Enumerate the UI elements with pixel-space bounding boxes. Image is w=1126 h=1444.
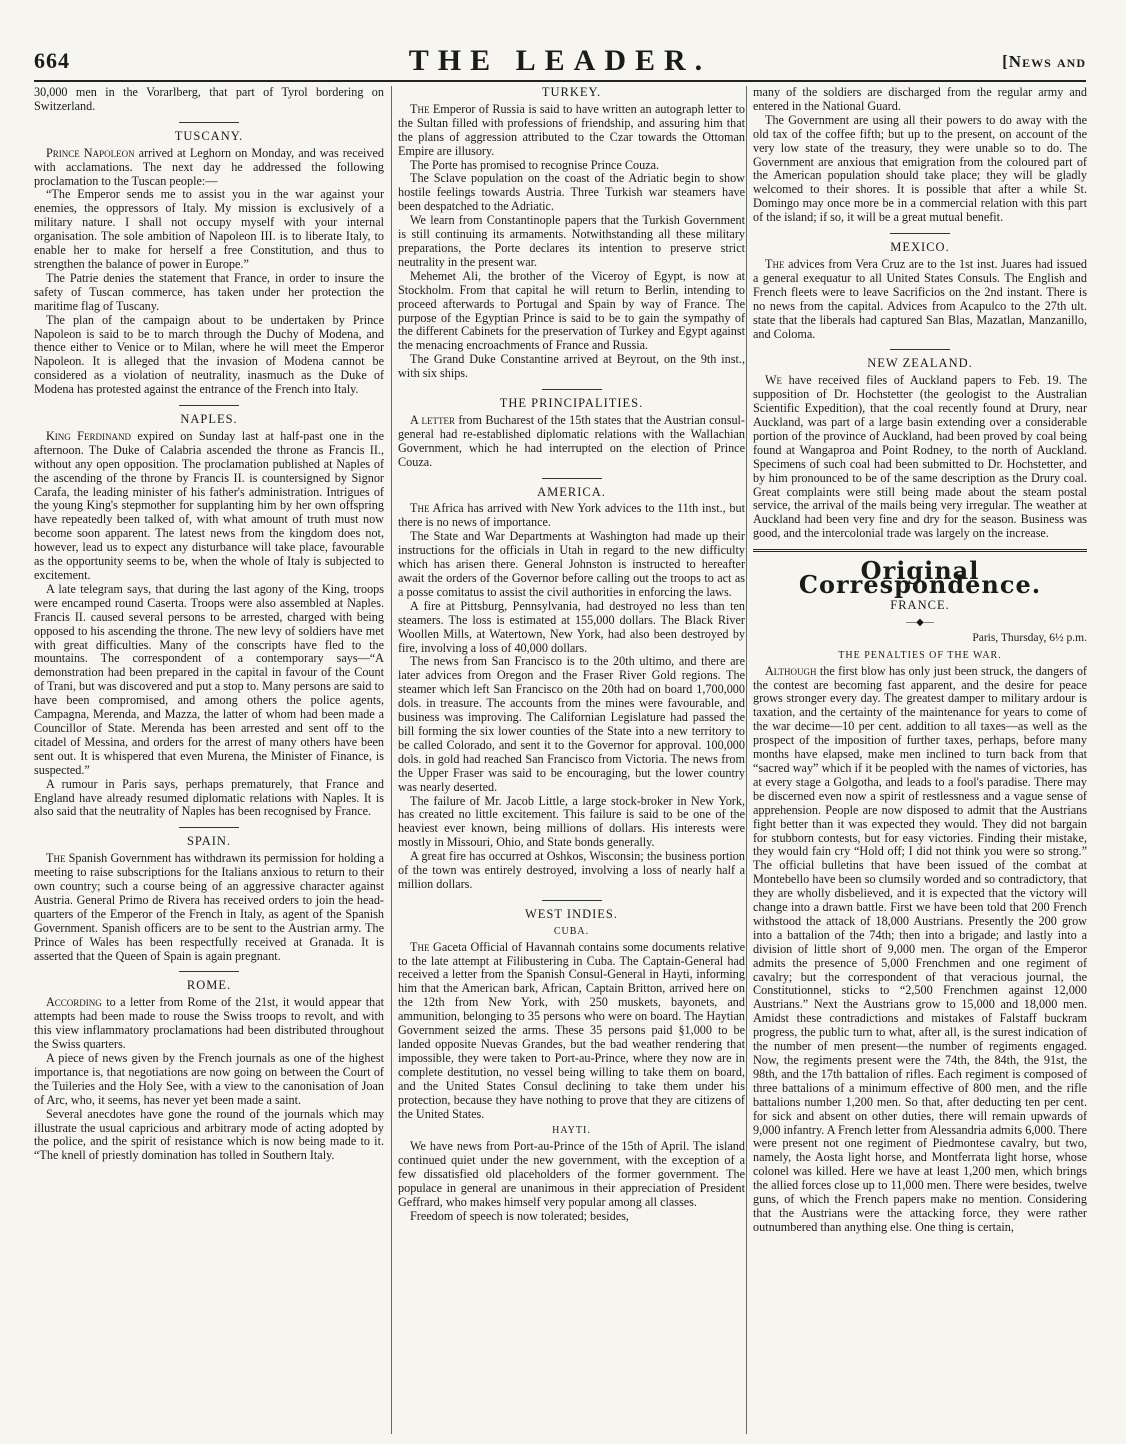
section-heading-principalities: THE PRINCIPALITIES. xyxy=(499,396,644,411)
paragraph: The Government are using all their powers to do away with the old tax of the coffee fifth; but up to the present, on account of the very low state of the treasury, they were unable so to do. The Government are anxious that emigration from the coloured part of the American population should take place; they will be gladly welcomed to their shores. It is possible that after a while St. Domingo may once more be in a commercial relation with this part of the island; if so, it will be a great mutual benefit. xyxy=(753,112,1087,225)
section-heading-naples: NAPLES. xyxy=(180,412,238,427)
section-rule xyxy=(179,971,239,972)
paragraph-text: Gaceta Official of Havannah contains some documents relative to the late attempt at Filibustering in Cuba. The Captain-General had received a letter from the Spanish Consul-General in Hayti, informing him that the American bark, African, Captain Britton, arrived here on the 12th from New York, with 250 muskets, bayonets, and ammunition, belonging to 35 persons who were on board. The Haytian Government seized the arms. These 35 persons paid §1,000 to be landed opposite Nuevas Grandes, but the bad weather rendering that impossible, they were taken to Port-au-Prince, where they now are in complete destitution, no vessel being willing to take them on board, and the United States Consul declining to take them under his protection, because they have nothing to prove that they are citizens of the United States. xyxy=(398,939,745,1121)
lead-in: The xyxy=(765,256,785,271)
paragraph-text: Emperor of Russia is said to have written an autograph letter to the Sultan filled with professions of friendship, and assuring him that the plans of aggression attributed to the Czar towards the Ottoman Empire are illusory. xyxy=(398,101,745,158)
article-continuation: many of the soldiers are discharged from the regular army and entered in the National Guard. xyxy=(753,86,1087,113)
section-rule xyxy=(890,349,950,350)
section-heading-new-zealand: NEW ZEALAND. xyxy=(867,356,973,371)
lead-in: The xyxy=(410,101,430,116)
lead-in: According xyxy=(46,995,102,1010)
paragraph: The Porte has promised to recognise Prince Couza. xyxy=(410,157,660,172)
paragraph: A great fire has occurred at Oshkos, Wisconsin; the business portion of the town was entirely destroyed, involving a loss of nearly half a million dollars. xyxy=(398,849,745,891)
section-heading-turkey: TURKEY. xyxy=(541,86,602,99)
lead-in: Although xyxy=(765,663,817,678)
paragraph: The State and War Departments at Washington had made up their instructions for the officials in Utah in regard to the new difficulty which has arisen there. General Johnston is instructed to hereafter await the orders of the Governor before calling out the troops to act as a posse comitatus to assist the civil authorities in enforcing the laws. xyxy=(398,529,745,599)
section-heading-tuscany: TUSCANY. xyxy=(174,128,244,143)
section-rule xyxy=(179,122,239,123)
lead-in: Prince Napoleon xyxy=(46,145,135,160)
masthead xyxy=(34,40,1086,82)
section-rule xyxy=(542,900,602,901)
paragraph xyxy=(398,502,745,530)
paragraph: Mehemet Ali, the brother of the Viceroy of Egypt, is now at Stockholm. From that capital he will return to Berlin, intending to proceed afterwards to Portugal and Spain by way of France. The purpose of the Egyptian Prince is said to be to gain the sympathy of the different Cabinets for the preservation of Turkey and Egypt against the menacing encroachments of France and Russia. xyxy=(398,268,745,353)
paragraph xyxy=(34,430,384,583)
paragraph xyxy=(753,374,1087,541)
paragraph xyxy=(753,258,1087,341)
paragraph-text: the first blow has only just been struck, the dangers of the contest are becoming fast apparent, and the desire for peace grows stronger every day. The greatest damper to military ardour is taxation, and the certainty of the maintenance for years to come of the war decime—10 per cent. addition to all taxes—as well as the prospect of the imposition of further taxes, perhaps, before many months have elapsed, make men inclined to turn back from that “sacred way” which if it be peopled with the names of victories, has at every stage a Golgotha, and leads to a fool's paradise. There may be discerned even now a spirit of restlessness and a vague sense of apprehension. People are now disposed to admit that the Austrians fight better than it was expected they would. They did not bargain for stubborn contests, but for easy victories. Finding their mistake, they would fain cry “Hold off; I did not think you were so strong.” The official bulletins that have been issued of the combat at Montebello have been so clumsily worded and so contradictory, that they are wholly disbelieved, and it is expected that the victory will change into a drawn battle. First we have been told that 200 French withstood the attack of 18,000 Austrians. Presently the 200 grow into a battalion of the 74th; then into a brigade; and lastly into a division of little short of 9,000 men. The organ of the Emperor admits the presence of 5,000 Frenchmen and one regiment of cavalry; but the correspondent of that veracious journal, the Constitutionnel, sticks to “2,500 Frenchmen against 12,000 Austrians.” Next the Austrians grow to 15,000 and 18,000 men. Amidst these contradictions and mistakes of Falstaff buckram progress, the public turn to what, after all, is the surest indication of the number of men present—the number of regiments engaged. Now, the regiments present were the 74th, the 84th, the 91st, the 98th, and the 17th battalion of rifles. Each regiment is composed of three battalions of a minimum effective of 800 men, and the rifle battalions number 1,200 men. So that, after deducting ten per cent. for sick and absent on other duties, there will remain upwards of 9,000 infantry. A French letter from Alessandria admits 6,000. There were present not one regiment of Piedmontese cavalry, but two, namely, the Aosta light horse, and Montferrata light horse, whose colonel was killed. Here we have at least 1,200 men, which brings the allied forces close up to 11,000 men. There were besides, twelve guns, of which the French papers make no mention. Considering that the Austrians were the attacking force, they were rather outnumbered than anything else. One thing is certain, xyxy=(753,663,1087,1234)
section-rule xyxy=(542,478,602,479)
lead-in: A letter xyxy=(410,412,455,427)
paragraph-text: to a letter from Rome of the 21st, it would appear that attempts had been made to rouse the Swiss troops to revolt, and with this view inflammatory proclamations had been distributed throughout the Swiss quarters. xyxy=(34,995,384,1052)
column-3 xyxy=(746,86,1087,1434)
paragraph: The Sclave population on the coast of the Adriatic begin to show hostile feelings towards Austria. Three Turkish war steamers have been despatched to the Adriatic. xyxy=(398,171,745,214)
paragraph: The Patrie denies the statement that France, in order to insure the safety of Tuscan commerce, has taken under her protection the maritime flag of Tuscany. xyxy=(34,270,384,313)
paragraph: The news from San Francisco is to the 20th ultimo, and there are later advices from Oregon and the Fraser River Gold regions. The steamer which left San Francisco on the 20th had on board 1,700,000 dols. in treasure. The accounts from the mines were favourable, and business was improving. The Californian Legislature had passed the bill forming the six lower counties of the State into a new territory to be called Colorado, and sent it to the Governor for approval. 100,000 dols. in gold had reached San Francisco from Victoria. The news from the Upper Fraser was said to be encouraging, but the lower country was nearly deserted. xyxy=(398,654,745,794)
paragraph-text: expired on Sunday last at half-past one in the afternoon. The Duke of Calabria ascended the throne as Francis II., without any open opposition. The proclamation published at Naples of the ascending of the throne by Francis II. is countersigned by Signor Carafa, the leading minister of his father's administration. Intrigues of the young King's stepmother for supplanting him by her own offspring have repeatedly been talked of, with what amount of truth must now become soon apparent. The latest news from the kingdom does not, however, lead us to expect any disturbance will take place, favourable as the opportunity seems to be, when the whole of Italy is subjected to excitement. xyxy=(34,428,384,582)
double-rule xyxy=(753,549,1087,552)
section-rule xyxy=(179,405,239,406)
section-rule xyxy=(542,389,602,390)
running-head: [News and xyxy=(1002,52,1086,71)
section-rule xyxy=(179,827,239,828)
paragraph-text: have received files of Auckland papers to Feb. 19. The supposition of Dr. Hochstetter (the geologist to the Australian Scientific Expedition), that the coal recently found at Drury, near Auckland, was part of a large basin extending over a considerable portion of the province of Auckland, had been proved by coal being found at Wangaproa and Point Rodney, to the north of Auckland. Specimens of such coal had been submitted to Dr. Hochstetter, and by him pronounced to be of the same description as the Drury coal. Great complaints were still being made about the steam postal service, the arrival of the mails being very irregular. The weather at Auckland had been very fine and dry for the season. Business was good, and the intercolonial trade was largely on the increase. xyxy=(753,373,1087,541)
paragraph xyxy=(34,147,384,189)
lead-in: The xyxy=(410,939,430,954)
paragraph-text: arrived at Leghorn on Monday, and was received with acclamations. The next day he addressed the following proclamation to the Tuscan people:— xyxy=(34,145,384,188)
column-2 xyxy=(391,86,745,1434)
lead-in: The xyxy=(46,851,66,866)
section-rule xyxy=(890,233,950,234)
paragraph xyxy=(398,941,745,1122)
paragraph: The plan of the campaign about to be undertaken by Prince Napoleon is said to be to march through the Duchy of Modena, and thence either to Venice or to Milan, where he will meet the Emperor Napoleon. It is alleged that the invasion of Modena cannot be considered as a violation of neutrality, inasmuch as the Duke of Modena has protested against the entrance of the French into Italy. xyxy=(34,312,384,397)
ornament-icon: ―◆― xyxy=(906,616,934,628)
paragraph: A piece of news given by the French journals as one of the highest importance is, that negotiations are now going on between the Court of the Tuileries and the Holy See, with a view to the canonisation of Joan of Arc, who, it seems, has never yet been made a saint. xyxy=(34,1051,384,1107)
paragraph: Freedom of speech is now tolerated; besides, xyxy=(410,1208,629,1223)
dateline: Paris, Thursday, 6½ p.m. xyxy=(972,631,1087,644)
paragraph: “The Emperor sends me to assist you in the war against your enemies, the oppressors of Italy. My mission is exclusively of a military nature. I shall not occupy myself with your internal organisation. The sole ambition of Napoleon III. is to liberate Italy, to enable her to make for herself a free Constitution, and thus to strengthen the balance of power in Europe.” xyxy=(34,187,384,271)
lead-in: We xyxy=(765,373,783,388)
paragraph: We have news from Port-au-Prince of the 15th of April. The island continued quiet under the new government, with the exception of a few dissatisfied old placeholders of the former government. The populace in general are unanimous in their appreciation of President Geffrard, who makes himself very popular among all classes. xyxy=(398,1139,745,1209)
lead-in: King Ferdinand xyxy=(46,428,131,443)
section-heading-mexico: MEXICO. xyxy=(890,240,950,255)
paragraph: The failure of Mr. Jacob Little, a large stock-broker in New York, has created no little excitement. This failure is said to be one of the heaviest ever known, being millions of dollars. His interests were mostly in Missouri, Ohio, and State bonds generally. xyxy=(398,793,745,850)
original-correspondence-heading: Original Correspondence. xyxy=(798,556,1042,600)
section-heading-france: FRANCE. xyxy=(890,598,950,612)
subheading-penalties: THE PENALTIES OF THE WAR. xyxy=(838,649,1002,661)
paragraph xyxy=(398,103,745,159)
section-heading-spain: SPAIN. xyxy=(186,834,232,849)
paragraph xyxy=(34,996,384,1052)
paragraph-text: Africa has arrived with New York advices to the 11th inst., but there is no news of importance. xyxy=(398,501,745,530)
paragraph xyxy=(398,414,745,470)
paragraph: A late telegram says, that during the last agony of the King, troops were encamped round Caserta. Troops were also assembled at Naples. Francis II. caused several persons to be arrested, charged with being opposed to his ascending the throne. The new levy of soldiers have met with great difficulties. Many of the conscripts have fled to the mountains. The correspondent of a contemporary says—“A demonstration had been prepared in the capital in favour of the Count of Trani, but was discovered and put a stop to. Many persons are said to have been compromised, and among others the police agents, Campagna, Merenda, and Mazza, the latter of whom had been made a Councillor of State. Merenda has been arrested and sent off to the citadel of Messina, and orders for the arrest of many others have been sent out. It is whispered that even Murena, the Minister of Finance, is suspected.” xyxy=(34,581,384,777)
subheading-hayti: HAYTI. xyxy=(552,1125,591,1137)
paragraph: We learn from Constantinople papers that the Turkish Government is still continuing its armaments. Notwithstanding all these military preparations, the Porte declares its intention to preserve strict neutrality in the present war. xyxy=(398,213,745,269)
subheading-cuba: CUBA. xyxy=(553,925,590,937)
page-number: 664 xyxy=(34,48,70,73)
section-heading-america: AMERICA. xyxy=(537,484,606,499)
newspaper-title: THE LEADER. xyxy=(408,44,712,77)
article-continuation: 30,000 men in the Vorarlberg, that part of Tyrol bordering on Switzerland. xyxy=(34,86,384,113)
paragraph-text: Spanish Government has withdrawn its permission for holding a meeting to raise subscriptions for the Italians anxious to return to their own country; such a course being of an aggressive character against Austria. General Primo de Rivera has received orders to join the head-quarters of the Emperor of the French in Italy, as agent of the Spanish Government. Spanish officers are to be sent to the Austrian army. The Prince of Wales has been respectfully received at Granada. It is asserted that the Queen of Spain is again pregnant. xyxy=(34,851,384,963)
paragraph: A fire at Pittsburg, Pennsylvania, had destroyed no less than ten steamers. The loss is estimated at 155,000 dollars. The Black River Woollen Mills, at Watertown, New York, had also been destroyed by fire, involving a loss of 40,000 dollars. xyxy=(398,598,745,655)
paragraph: The Grand Duke Constantine arrived at Beyrout, on the 9th inst., with six ships. xyxy=(398,352,745,381)
paragraph: A rumour in Paris says, perhaps prematurely, that France and England have already resumed diplomatic relations with Naples. It is also said that the neutrality of Naples has been recognised by France. xyxy=(34,776,384,819)
column-1 xyxy=(34,86,384,1434)
paragraph-text: from Bucharest of the 15th states that the Austrian consul-general had re-established diplomatic relations with the Wallachian Government, which he had interrupted on the election of Prince Couza. xyxy=(398,412,745,469)
paragraph xyxy=(753,665,1087,1235)
section-heading-rome: ROME. xyxy=(186,978,232,993)
lead-in: The xyxy=(410,501,430,516)
paragraph-text: advices from Vera Cruz are to the 1st inst. Juares had issued a general exequatur to all United States Consuls. The English and French fleets were to leave Sacrificios on the 2nd instant. There is no news from the capital. Advices from Acapulco to the 27th ult. state that the liberals had captured San Blas, Mazatlan, Manzanillo, and Coloma. xyxy=(753,256,1087,341)
paragraph xyxy=(34,852,384,963)
section-heading-west-indies: WEST INDIES. xyxy=(524,906,618,921)
paragraph: Several anecdotes have gone the round of the journals which may illustrate the usual capricious and arbitrary mode of acting adopted by the police, and the spirit of resistance which is now being made to it. “The knell of priestly domination has tolled in Southern Italy. xyxy=(34,1106,384,1163)
